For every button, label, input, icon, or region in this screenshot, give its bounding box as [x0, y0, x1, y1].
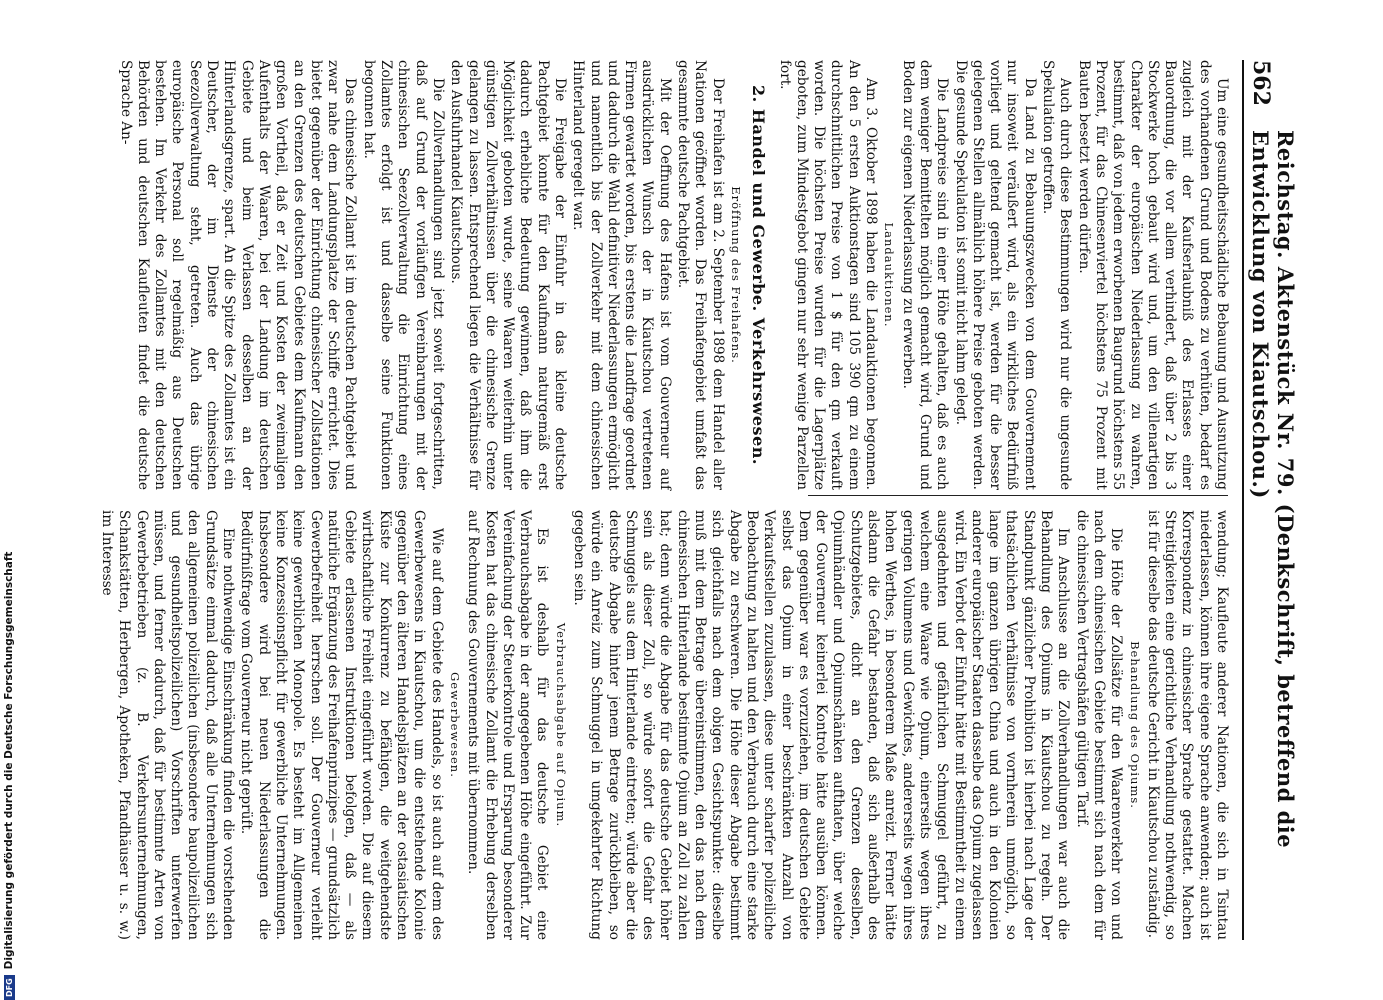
paragraph: Mit der Oeffnung des Hafens ist vom Gouverneur auf ausdrücklichen Wunsch der in Kiautschou vertretenen Firmen gewartet worden, bis erstens die Landfrage geordnet und dadurch die Wahl definitiver Niederlassungen ermöglicht und namentlich bis der Zollverkehr mit dem chinesischen Hinterland geregelt war.	[570, 60, 673, 490]
subheading: Behandlung des Opiums.	[1127, 641, 1142, 809]
paragraph: Es ist deshalb für das deutsche Gebiet eine Verbrauchsabgabe in der angegebenen Höhe eingeführt. Zur Vereinfachung der Steuerkontrole und Ersparung besonderer Kosten hat das chinesische Zollamt die Erhebung derselben auf Rechnung des Gouvernements mit übernommen.	[465, 510, 551, 940]
page-header	[1242, 60, 1298, 940]
column-divider	[808, 495, 1228, 496]
right-column	[60, 510, 1230, 940]
subheading: Landauktionen.	[882, 222, 897, 328]
subheading: Eröffnung des Freihafens.	[728, 186, 743, 364]
left-column	[60, 60, 1230, 490]
paragraph: Im Anschlusse an die Zollverhandlungen war auch die Behandlung des Opiums in Kiautschou zu regeln. Der Standpunkt gänzlicher Prohibition ist hierbei nach Lage der thatsächlichen Verhältnisse von vornherein unmöglich, so lange im ganzen übrigen China und auch in den Kolonien anderer europäischer Staaten dasselbe das Opium zugelassen wird. Ein Verbot der Einfuhr hätte mit Bestimmtheit zu einem ausgedehnten und gefährlichen Schmuggel geführt, zu welchem eine Waare wie Opium, einerseits wegen ihres geringen Volumens und Gewichtes, andererseits wegen ihres hohen Werthes, in besonderem Maße anreizt. Ferner hätte alsdann die Gefahr bestanden, daß sich außerhalb des Schutzgebietes, dicht an den Grenzen desselben, Opiumhändler und Opiumschänken aufthaten, über welche der Gouverneur keinerlei Kontrole hätte ausüben können. Dem gegenüber war es vorzuziehen, im deutschen Gebiete selbst das Opium in einer beschränkten Anzahl von Verkaufsstellen zuzulassen, diese unter scharfer polizeiliche Beobachtung zu halten und den Verbrauch durch eine starke Abgabe zu erschweren. Die Höhe dieser Abgabe bestimmt sich gleichfalls nach dem obigen Gesichtspunkte: dieselbe muß mit dem Betrage übereinstimmen, den das nach dem chinesischen Hinterlande bestimmte Opium an Zoll zu zahlen hat; denn würde die Abgabe für das deutsche Gebiet höher sein als dieser Zoll, so würde sofort die Gefahr des Schmuggels aus dem Hinterlande eintreten; würde aber die deutsche Abgabe hinter jenem Betrage zurückbleiben, so würde ein Anreiz zum Schmuggel in umgekehrter Richtung gegeben sein.	[571, 510, 1072, 940]
section-heading: 2. Handel und Gewerbe. Verkehrswesen.	[749, 85, 769, 465]
paragraph: Der Freihafen ist am 2. September 1898 dem Handel aller Nationen geöffnet worden. Das Freihafengebiet umfaßt das gesammte deutsche Pachtgebiet.	[675, 60, 726, 490]
paragraph: Auch durch diese Bestimmungen wird nur die ungesunde Spekulation getroffen.	[1040, 60, 1074, 490]
running-title: Reichstag. Aktenstück Nr. 79. (Denkschrift, betreffend die Entwicklung von Kiautschou.)	[1248, 129, 1298, 849]
paragraph: Eine nothwendige Einschränkung finden die vorstehenden Grundsätze einmal dadurch, daß alle Unternehmungen sich den allgemeinen polizeilichen (insbesondere baupolizeilichen und gesundheitspolizeilichen) Vorschriften unterwerfen müssen, und ferner dadurch, daß für bestimmte Arten von Gewerbebetrieben (z. B. Verkehrsunternehmungen, Schankstätten, Herbergen, Apotheken, Pfandhäuser u. s. w.) im Interesse	[99, 510, 237, 940]
paragraph: Da Land zu Bebauungszwecken von dem Gouvernement nur insoweit veräußert wird, als ein wirkliches Bedürfniß vorliegt und geltend gemacht ist, werden für die besser gelegenen Stellen allmählich höhere Preise geboten werden. Die gesunde Spekulation ist somit nicht lahm gelegt.	[952, 60, 1038, 490]
paragraph: Die Höhe der Zollsätze für den Waarenverkehr von und nach dem chinesischen Gebiete bestimmt sich nach dem für die chinesischen Vertragshäfen gültigen Tarif.	[1073, 510, 1125, 940]
funding-note	[0, 552, 18, 1000]
paragraph: Das chinesische Zollamt ist im deutschen Pachtgebiet und zwar nahe dem Landungsplatze der Schiffe errichtet. Dies bietet gegenüber der Einrichtung chinesischer Zollstationen an den Grenzen des deutschen Gebietes dem Kaufmann den großen Vortheil, daß er Zeit und Kosten der zweimaligen Aufenthalts der Waaren, bei der Landung im deutschen Gebiete und beim Verlassen desselben an der Hinterlandsgrenze, spart. An die Spitze des Zollamtes ist ein Deutscher, der im Dienste der chinesischen Seezollverwaltung steht, getreten. Auch das übrige europäische Personal soll regelmäßig aus Deutschen bestehen. Im Verkehr des Zollamtes mit den deutschen Behörden und deutschen Kaufleuten findet die deutsche Sprache An-	[117, 60, 359, 490]
subheading: Gewerbewesen.	[447, 672, 462, 778]
paragraph: wendung; Kaufleute anderer Nationen, die sich in Tsintau niederlassen, können ihre eigene Sprache anwenden; auch ist Korrespondenz in chinesischer Sprache gestattet. Machen Streitigkeiten eine gerichtliche Verhandlung nothwendig, so ist für dieselbe das deutsche Gericht in Kiautschou zuständig.	[1144, 510, 1230, 940]
paragraph: Um eine gesundheitsschädliche Bebauung und Ausnutzung des vorhandenen Grund und Bodens zu verhüten, bedarf es zugleich mit der Kaufserlaubniß des Erlasses einer Bauordnung, die vor allem verhindert, daß über 2 bis 3 Stockwerke hoch gebaut wird und, um den villenartigen Charakter der europäischen Niederlassung zu wahren, bestimmt, daß von jedem erworbenen Baugrund höchstens 55 Prozent, für das Chinesenviertel höchstens 75 Prozent mit Bauten besetzt werden dürfen.	[1075, 60, 1230, 490]
page-number: 562	[1248, 60, 1274, 106]
paragraph: Die Landpreise sind in einer Höhe gehalten, daß es auch dem weniger Bemittelten möglich gemacht wird, Grund und Boden zur eigenen Niederlassung zu erwerben.	[899, 60, 951, 490]
paragraph: Am 3. Oktober 1898 haben die Landauktionen begonnen. An den 5 ersten Auktionstagen sind 105 390 qm zu einem durchschnittlichen Preise von 1 $ für den qm verkauft worden. Die höchsten Preise wurden für die Lagerplätze geboten, zum Mindestgebot gingen nur sehr wenige Parzellen fort.	[776, 60, 880, 490]
paragraph: Die Freigabe der Einfuhr in das kleine deutsche Pachtgebiet konnte für den Kaufmann naturgemäß erst dadurch erhebliche Bedeutung gewinnen, daß ihm die Möglichkeit geboten wurde, seine Waaren weiterhin unter günstigen Zollverhältnissen über die chinesische Grenze gelangen zu lassen. Entsprechend liegen die Verhältnisse für den Ausfuhrhandel Kiautschous.	[448, 60, 569, 490]
paragraph: Die Zollverhandlungen sind jetzt soweit fortgeschritten, daß auf Grund der vorläufigen Vereinbarungen mit der chinesischen Seezollverwaltung die Einrichtung eines Zollamtes erfolgt ist und dasselbe seine Funktionen begonnen hat.	[360, 60, 446, 490]
paragraph: Wie auf dem Gebiete des Handels, so ist auch auf dem des Gewerbewesens in Kiautschou, um die entstehende Kolonie gegenüber den älteren Handelsplätzen an der ostasiatischen Küste zur Konkurrenz zu befähigen, die weitgehendste wirthschaftliche Freiheit eingeführt worden. Die auf diesem Gebiete erlassenen Instruktionen befolgen, daß — als natürliche Ergänzung des Freihafenprinzipes — grundsätzlich Gewerbefreiheit herrschen soll. Der Gouverneur verleiht keine gewerblichen Monopole. Es besteht im Allgemeinen keine Konzessionspflicht für gewerbliche Unternehmungen. Insbesondere wird bei neuen Niederlassungen die Bedürfnißfrage vom Gouverneur nicht geprüft.	[238, 510, 445, 940]
dfg-logo: DFG	[4, 975, 15, 1000]
subheading: Verbrauchsabgabe auf Opium.	[553, 622, 568, 828]
funding-note-text: Digitalisierung gefördert durch die Deutsche Forschungsgemeinschaft	[3, 551, 15, 970]
